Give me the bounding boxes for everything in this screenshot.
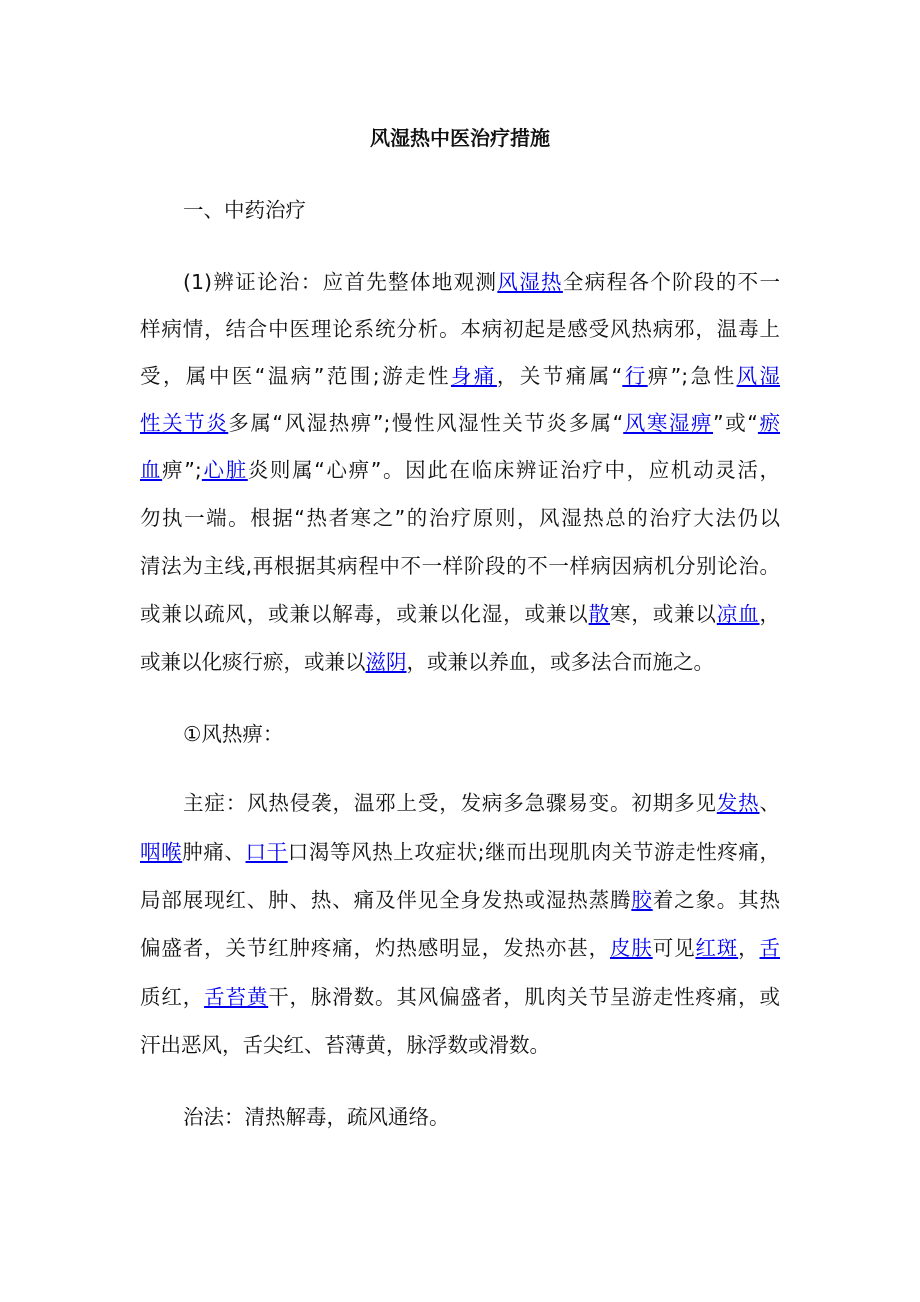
keyword-link[interactable]: 行 [622, 364, 648, 388]
text-line [140, 887, 780, 913]
text-line [140, 363, 780, 389]
keyword-link[interactable]: 心脏 [201, 458, 248, 482]
keyword-link[interactable]: 胶 [631, 888, 653, 912]
text-line [140, 649, 780, 675]
text-span: ，关节痛属“ [496, 364, 623, 388]
text-span: 偏盛者，关节红肿疼痛，灼热感明显，发热亦甚， [140, 936, 610, 960]
text-line [183, 790, 780, 816]
text-span: ①风热痹： [183, 722, 284, 746]
keyword-link[interactable]: 风湿热 [497, 270, 563, 294]
keyword-link[interactable]: 皮肤 [609, 936, 653, 960]
text-span: 全病程各个阶段的不一 [562, 270, 781, 294]
text-span: 口渴等风热上攻症状;继而出现肌肉关节游走性疼痛， [287, 840, 781, 864]
text-line [183, 197, 780, 223]
keyword-link[interactable]: 滋阴 [365, 650, 407, 674]
text-span: 质红， [140, 985, 205, 1009]
keyword-link[interactable]: 风湿 [736, 364, 781, 388]
text-span: 可见 [652, 936, 696, 960]
keyword-link[interactable]: 散 [588, 602, 610, 626]
text-line [140, 935, 780, 961]
text-line [183, 721, 780, 747]
text-span: 寒，或兼以 [609, 602, 717, 626]
text-span: 痹”; [162, 458, 202, 482]
text-span: 主症：风热侵袭，温邪上受，发病多急骤易变。初期多见 [183, 791, 717, 815]
keyword-link[interactable]: 口干 [245, 840, 288, 864]
text-span: 或兼以化痰行瘀，或兼以 [140, 650, 366, 674]
text-span: 汗出恶风，舌尖红、苔薄黄，脉浮数或滑数。 [140, 1033, 550, 1057]
keyword-link[interactable]: 红斑 [695, 936, 739, 960]
text-span: 局部展现红、肿、热、痛及伴见全身发热或湿热蒸腾 [140, 888, 632, 912]
text-line [140, 601, 780, 627]
text-line [140, 984, 780, 1010]
keyword-link[interactable]: 舌 [759, 936, 781, 960]
text-span: 受，属中医“温病”范围;游走性 [140, 364, 451, 388]
keyword-link[interactable]: 发热 [716, 791, 760, 815]
text-line [140, 457, 780, 483]
text-span: 、 [759, 791, 781, 815]
text-span: ，或兼以养血，或多法合而施之。 [406, 650, 714, 674]
text-span: 痹”;急性 [647, 364, 737, 388]
text-span: 治法：清热解毒，疏风通络。 [183, 1105, 450, 1129]
text-line [140, 505, 780, 531]
page-title: 风湿热中医治疗措施 [370, 126, 550, 150]
text-span: 炎则属“心痹”。因此在临床辨证治疗中，应机动灵活， [247, 458, 781, 482]
keyword-link[interactable]: 咽喉 [140, 840, 183, 864]
keyword-link[interactable]: 凉血 [716, 602, 760, 626]
text-line [140, 1032, 780, 1058]
keyword-link[interactable]: 瘀 [757, 411, 780, 435]
text-span: (1)辨证论治：应首先整体地观测 [183, 270, 498, 294]
text-line [183, 269, 780, 295]
keyword-link[interactable]: 性关节炎 [140, 411, 229, 435]
text-span: 清法为主线,再根据其病程中不一样阶段的不一样病因病机分别论治。 [140, 554, 780, 578]
text-span: 勿执一端。根据“热者寒之”的治疗原则，风湿热总的治疗大法仍以 [140, 506, 780, 530]
text-span: 肿痛、 [182, 840, 246, 864]
text-line [140, 839, 780, 865]
text-span: 一、中药治疗 [183, 198, 306, 222]
text-line [183, 1104, 780, 1130]
text-span: 着之象。其热 [652, 888, 781, 912]
text-line [140, 316, 780, 342]
keyword-link[interactable]: 血 [140, 458, 163, 482]
text-span: 或兼以疏风，或兼以解毒，或兼以化湿，或兼以 [140, 602, 589, 626]
text-line [140, 553, 780, 579]
text-line [140, 410, 780, 436]
keyword-link[interactable]: 风寒湿痹 [623, 411, 714, 435]
text-span: 样病情，结合中医理论系统分析。本病初起是感受风热病邪，温毒上 [140, 317, 780, 341]
keyword-link[interactable]: 舌苔黄 [204, 985, 269, 1009]
keyword-link[interactable]: 身痛 [450, 364, 497, 388]
text-span: ”或“ [713, 411, 758, 435]
text-span: ， [759, 602, 781, 626]
text-span: 干，脉滑数。其风偏盛者，肌肉关节呈游走性疼痛，或 [268, 985, 781, 1009]
text-span: 多属“风湿热痹”;慢性风湿性关节炎多属“ [228, 411, 624, 435]
text-span: ， [738, 936, 760, 960]
